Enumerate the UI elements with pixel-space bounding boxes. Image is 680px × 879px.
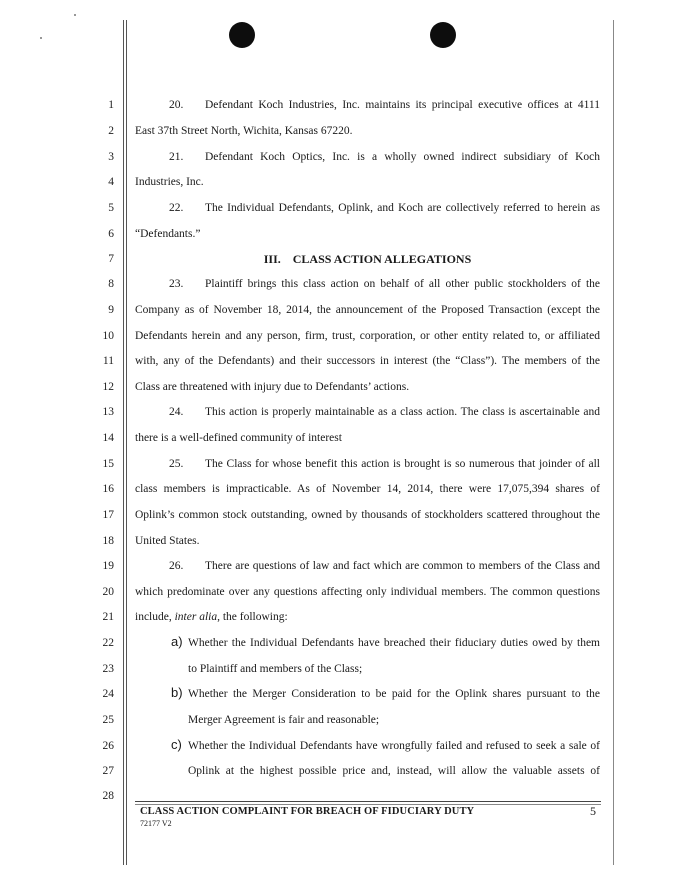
line-number: 13 <box>102 406 114 418</box>
line-number: 20 <box>102 586 114 598</box>
paragraph-number: 21. <box>169 151 184 163</box>
paragraph-line: there is a well-defined community of interest <box>135 432 342 444</box>
list-item-line: Whether the Individual Defendants have breached their fiduciary duties owed by them <box>188 637 600 649</box>
paragraph-line: This action is properly maintainable as a class action. The class is ascertainable and <box>205 406 600 418</box>
left-margin-rule-inner <box>126 20 127 865</box>
line-number: 16 <box>102 483 114 495</box>
section-heading <box>135 252 600 266</box>
footer-doc-code: 72177 V2 <box>140 819 172 828</box>
line-number: 28 <box>102 790 114 802</box>
paragraph-line: United States. <box>135 535 200 547</box>
paragraph-line: East 37th Street North, Wichita, Kansas 67220. <box>135 125 353 137</box>
paragraph-line: The Class for whose benefit this action is brought is so numerous that joinder of all <box>205 458 600 470</box>
footer-rule <box>135 804 601 805</box>
paragraph-line: Industries, Inc. <box>135 176 204 188</box>
list-item-letter: b) <box>171 685 183 700</box>
binder-hole-left <box>229 22 255 48</box>
paragraph-number: 23. <box>169 278 184 290</box>
line-number: 3 <box>108 151 114 163</box>
paragraph-line: The Individual Defendants, Oplink, and Koch are collectively referred to herein as <box>205 202 600 214</box>
scan-speck <box>40 37 42 39</box>
left-margin-rule-outer <box>123 20 124 865</box>
section-numeral: III. <box>263 252 281 266</box>
section-title: CLASS ACTION ALLEGATIONS <box>292 252 472 266</box>
line-number: 9 <box>108 304 114 316</box>
paragraph-number: 20. <box>169 99 184 111</box>
line-number: 15 <box>102 458 114 470</box>
list-item-line: Whether the Individual Defendants have wrongfully failed and refused to seek a sale of <box>188 740 600 752</box>
list-item-line: Whether the Merger Consideration to be paid for the Oplink shares pursuant to the <box>188 688 600 700</box>
line-number: 8 <box>108 278 114 290</box>
line-number: 26 <box>102 740 114 752</box>
paragraph-line: Defendant Koch Industries, Inc. maintains its principal executive offices at 4111 <box>205 99 600 111</box>
page-number: 5 <box>590 804 596 818</box>
paragraph-number: 25. <box>169 458 184 470</box>
paragraph-number: 26. <box>169 560 184 572</box>
right-margin-rule <box>613 20 614 865</box>
footer-rule <box>135 801 601 802</box>
paragraph-number: 22. <box>169 202 184 214</box>
line-number: 6 <box>108 228 114 240</box>
paragraph-line: with, any of the Defendants) and their successors in interest (the “Class”). The members of the <box>135 355 600 367</box>
line-number: 12 <box>102 381 114 393</box>
paragraph-number: 24. <box>169 406 184 418</box>
line-number: 2 <box>108 125 114 137</box>
line-number: 17 <box>102 509 114 521</box>
paragraph-line <box>135 610 288 624</box>
line-number: 19 <box>102 560 114 572</box>
line-number: 4 <box>108 176 114 188</box>
line-number: 24 <box>102 688 114 700</box>
line-number: 25 <box>102 714 114 726</box>
paragraph-line: Class are threatened with injury due to Defendants’ actions. <box>135 381 410 393</box>
line-number: 10 <box>102 330 114 342</box>
italic-phrase: inter alia <box>174 611 218 623</box>
line-number: 7 <box>108 253 114 265</box>
line-number: 23 <box>102 663 114 675</box>
text-run: , the following: <box>217 611 288 623</box>
paragraph-line: Company as of November 18, 2014, the announcement of the Proposed Transaction (except the <box>135 304 600 316</box>
list-item-line: Merger Agreement is fair and reasonable; <box>188 714 380 726</box>
paragraph-line: Oplink’s common stock outstanding, owned by thousands of stockholders scattered throughout the <box>135 509 600 521</box>
line-number: 22 <box>102 637 114 649</box>
paragraph-line: Plaintiff brings this class action on behalf of all other public stockholders of the <box>205 278 600 290</box>
list-item-line: to Plaintiff and members of the Class; <box>188 663 363 675</box>
text-run: include, <box>135 611 175 623</box>
paragraph-line: “Defendants.” <box>135 228 201 240</box>
paragraph-line: There are questions of law and fact which are common to members of the Class and <box>205 560 600 572</box>
list-item-letter: c) <box>171 737 182 752</box>
line-number: 14 <box>102 432 114 444</box>
list-item-letter: a) <box>171 634 183 649</box>
paragraph-line: which predominate over any questions affecting only individual members. The common questions <box>135 586 600 598</box>
line-number: 27 <box>102 765 114 777</box>
paragraph-line: class members is impracticable. As of November 14, 2014, there were 17,075,394 shares of <box>135 483 600 495</box>
footer-title: CLASS ACTION COMPLAINT FOR BREACH OF FIDUCIARY DUTY <box>140 806 475 817</box>
binder-hole-right <box>430 22 456 48</box>
line-number: 21 <box>102 611 114 623</box>
paragraph-line: Defendants herein and any person, firm, trust, corporation, or other entity related to, or affiliated <box>135 330 600 342</box>
paragraph-line: Defendant Koch Optics, Inc. is a wholly owned indirect subsidiary of Koch <box>205 151 600 163</box>
line-number: 1 <box>108 99 114 111</box>
scan-speck <box>74 14 76 16</box>
list-item-line: Oplink at the highest possible price and, instead, will allow the valuable assets of <box>188 765 600 777</box>
line-number: 18 <box>102 535 114 547</box>
line-number: 11 <box>102 355 114 367</box>
line-number: 5 <box>108 202 114 214</box>
